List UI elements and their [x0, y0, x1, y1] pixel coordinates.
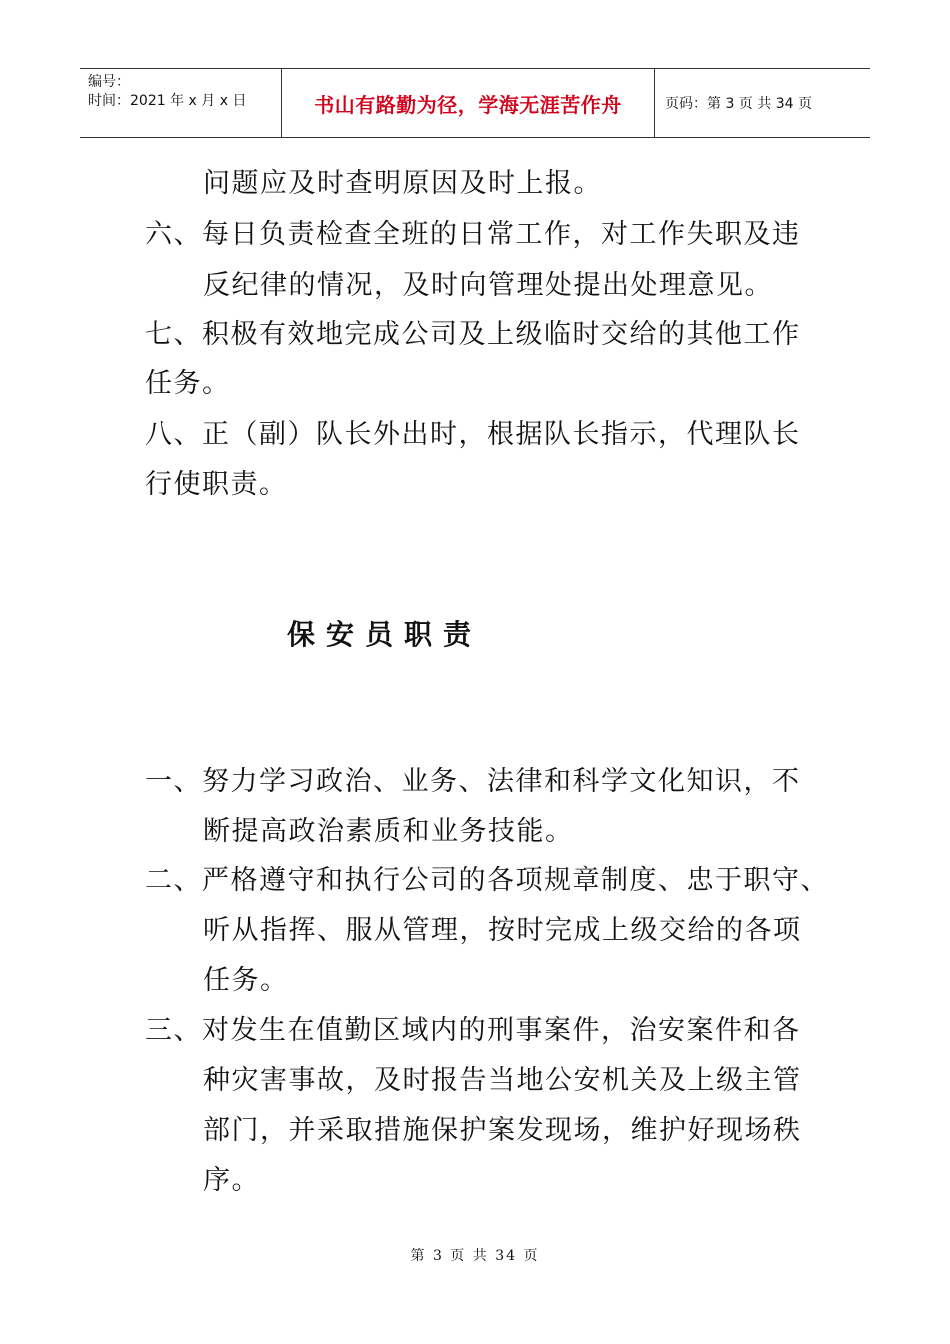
- page-footer: 第 3 页 共 34 页: [410, 1248, 540, 1264]
- page-header: [80, 68, 870, 138]
- section-title: 保安员职责: [287, 618, 483, 651]
- header-page-info: 页码：第 3 页 共 34 页: [665, 96, 812, 112]
- text-line: 一、努力学习政治、业务、法律和科学文化知识，不: [145, 766, 801, 797]
- text-line: 六、每日负责检查全班的日常工作，对工作失职及违: [145, 219, 801, 250]
- text-line: 任务。: [145, 368, 231, 399]
- text-line: 听从指挥、服从管理，按时完成上级交给的各项: [203, 915, 802, 946]
- text-line: 二、严格遵守和执行公司的各项规章制度、忠于职守、: [145, 865, 829, 896]
- text-line: 反纪律的情况，及时向管理处提出处理意见。: [203, 270, 773, 301]
- text-line: 问题应及时查明原因及时上报。: [203, 168, 602, 199]
- text-line: 序。: [203, 1165, 260, 1196]
- text-line: 任务。: [203, 965, 289, 996]
- text-line: 三、对发生在值勤区域内的刑事案件，治安案件和各: [145, 1015, 801, 1046]
- text-line: 种灾害事故，及时报告当地公安机关及上级主管: [203, 1065, 802, 1096]
- document-number-label: 编号：: [88, 74, 130, 90]
- header-page-info-cell: [655, 69, 870, 137]
- text-line: 七、积极有效地完成公司及上级临时交给的其他工作: [145, 319, 801, 350]
- document-date: 时间：2021 年 x 月 x 日: [88, 93, 247, 109]
- header-motto: 书山有路勤为径，学海无涯苦作舟: [314, 92, 622, 117]
- text-line: 断提高政治素质和业务技能。: [203, 816, 574, 847]
- text-line: 部门，并采取措施保护案发现场，维护好现场秩: [203, 1115, 802, 1146]
- text-line: 行使职责。: [145, 469, 288, 500]
- header-meta: [80, 69, 282, 137]
- text-line: 八、正（副）队长外出时，根据队长指示，代理队长: [145, 419, 801, 450]
- header-motto-cell: [282, 69, 655, 137]
